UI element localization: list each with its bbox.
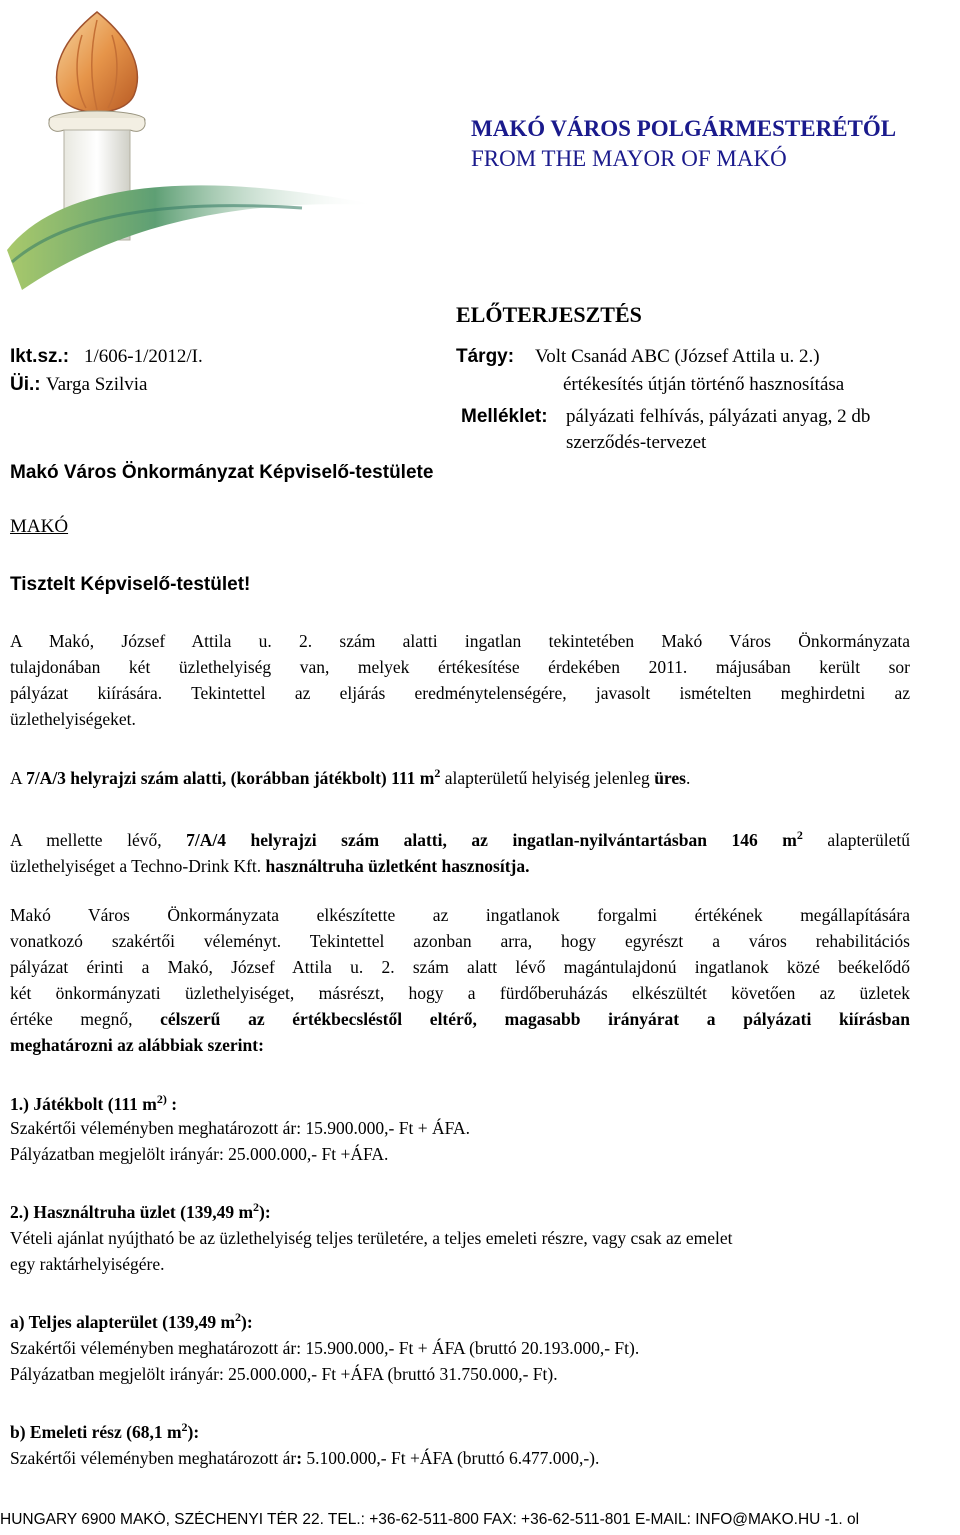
section-2-line2: egy raktárhelyiségére. xyxy=(10,1254,165,1274)
targy-line2: értékesítés útján történő hasznosítása xyxy=(563,374,845,395)
targy-label: Tárgy: xyxy=(456,346,515,367)
section-a-line2: Pályázatban megjelölt irányár: 25.000.000,- Ft +ÁFA (bruttó 31.750.000,- Ft). xyxy=(10,1364,558,1384)
ui-label: Üi.: xyxy=(10,374,41,395)
melleklet-line1: pályázati felhívás, pályázati anyag, 2 db xyxy=(566,406,871,427)
section-1-line2: Pályázatban megjelölt irányár: 25.000.000,- Ft +ÁFA. xyxy=(10,1144,389,1164)
iktsz-label: Ikt.sz.: xyxy=(10,346,70,367)
targy-line1: Volt Csanád ABC (József Attila u. 2.) xyxy=(535,346,820,367)
paragraph-line: tulajdonában két üzlethelyiség van, melyek értékesítése érdekében 2011. májusában került sor xyxy=(10,657,910,677)
section-1-line1: Szakértői véleményben meghatározott ár: 15.900.000,- Ft + ÁFA. xyxy=(10,1118,471,1138)
section-b-heading: b) Emeleti rész (68,1 $m^2$): xyxy=(10,1420,200,1442)
paragraph-intro xyxy=(10,628,910,732)
section-a-heading: a) Teljes alapterület (139,49 $m^2$): xyxy=(10,1310,253,1332)
iktsz-value: 1/606-1/2012/I. xyxy=(84,346,203,367)
doc-type-title: ELŐTERJESZTÉS xyxy=(456,302,642,327)
addressee-org: Makó Város Önkormányzat Képviselő-testülete xyxy=(10,462,434,483)
melleklet-label: Melléklet: xyxy=(461,406,548,427)
ui-value: Varga Szilvia xyxy=(46,374,148,395)
paragraph-line: Makó Város Önkormányzata elkészítette az ingatlanok forgalmi értékének megállapítására xyxy=(10,905,910,925)
paragraph-jatekbolt: A 7/A/3 helyrajzi szám alatti, (korábban játékbolt) 111 $m^2$ alapterületű helyiség jelenleg üres. xyxy=(10,766,691,788)
paragraph-line: A Makó, József Attila u. 2. szám alatti ingatlan tekintetében Makó Város Önkormányzata xyxy=(10,631,910,651)
paragraph-line: két önkormányzati üzlethelyiséget, másrészt, hogy a fürdőberuházás elkészültét követően az üzletek xyxy=(10,983,910,1003)
section-2-line1: Vételi ajánlat nyújtható be az üzlethelyiség teljes területére, a teljes emeleti részre, vagy csak az emelet xyxy=(10,1228,733,1248)
melleklet-line2: szerződés-tervezet xyxy=(566,432,707,453)
addressee-city: MAKÓ xyxy=(10,516,69,537)
paragraph-hasznaltruha: A mellette lévő, 7/A/4 helyrajzi szám alatti, az ingatlan-nyilvántartásban 146 $m^2$ alapterületű üzlethelyiséget a Techno-Drink Kft. használtruha üzletként hasznosítja. xyxy=(10,828,910,876)
paragraph-line: üzlethelyiségeket. xyxy=(10,709,136,729)
page-footer: HUNGARY 6900 MAKÓ, SZÉCHENYI TÉR 22. TEL.: +36-62-511-800 FAX: +36-62-511-801 E-MAIL: INFO@MAKO.HU -1. ol xyxy=(0,1511,860,1528)
mako-city-logo xyxy=(2,0,382,300)
paragraph-ertekbecsles: Makó Város Önkormányzata elkészítette az ingatlanok forgalmi értékének megállapítására vonatkozó szakértői véleményt. Tekintettel azonban arra, hogy egyrészt a város rehabilitációs pályázat érinti a Makó, József Attila u. 2. szám alatt lévő magántulajdonú ingatlanok közé beékelődő két önkormányzati üzlethelyiséget, másrészt, hogy a fürdőberuházás elkészültét követően az üzletek értéke megnő, célszerű az értékbecsléstől eltérő, magasabb irányárat a pályázati kiírásban meghatározni az alábbiak szerint: xyxy=(10,902,910,1058)
paragraph-line: pályázat érinti a Makó, József Attila u. 2. szám alatt lévő magántulajdonú ingatlanok közé beékelődő xyxy=(10,957,910,977)
salutation: Tisztelt Képviselő-testület! xyxy=(10,574,251,595)
paragraph-line: pályázat kiírására. Tekintettel az eljárás eredménytelenségére, javasolt ismételten meghirdetni az xyxy=(10,683,910,703)
section-a-line1: Szakértői véleményben meghatározott ár: 15.900.000,- Ft + ÁFA (bruttó 20.193.000,- Ft). xyxy=(10,1338,640,1358)
header-title-en: FROM THE MAYOR OF MAKÓ xyxy=(471,146,787,171)
section-2-heading: 2.) Használtruha üzlet (139,49 $m^2$): xyxy=(10,1200,271,1222)
paragraph-line: vonatkozó szakértői véleményt. Tekintettel azonban arra, hogy egyrészt a város rehabilitációs xyxy=(10,931,910,951)
header-title-hu: MAKÓ VÁROS POLGÁRMESTERÉTŐL xyxy=(471,116,897,141)
section-b-line1: Szakértői véleményben meghatározott ár: 5.100.000,- Ft +ÁFA (bruttó 6.477.000,-). xyxy=(10,1448,600,1468)
section-1-heading: 1.) Játékbolt (111 $m^{2)}$ : xyxy=(10,1092,178,1114)
